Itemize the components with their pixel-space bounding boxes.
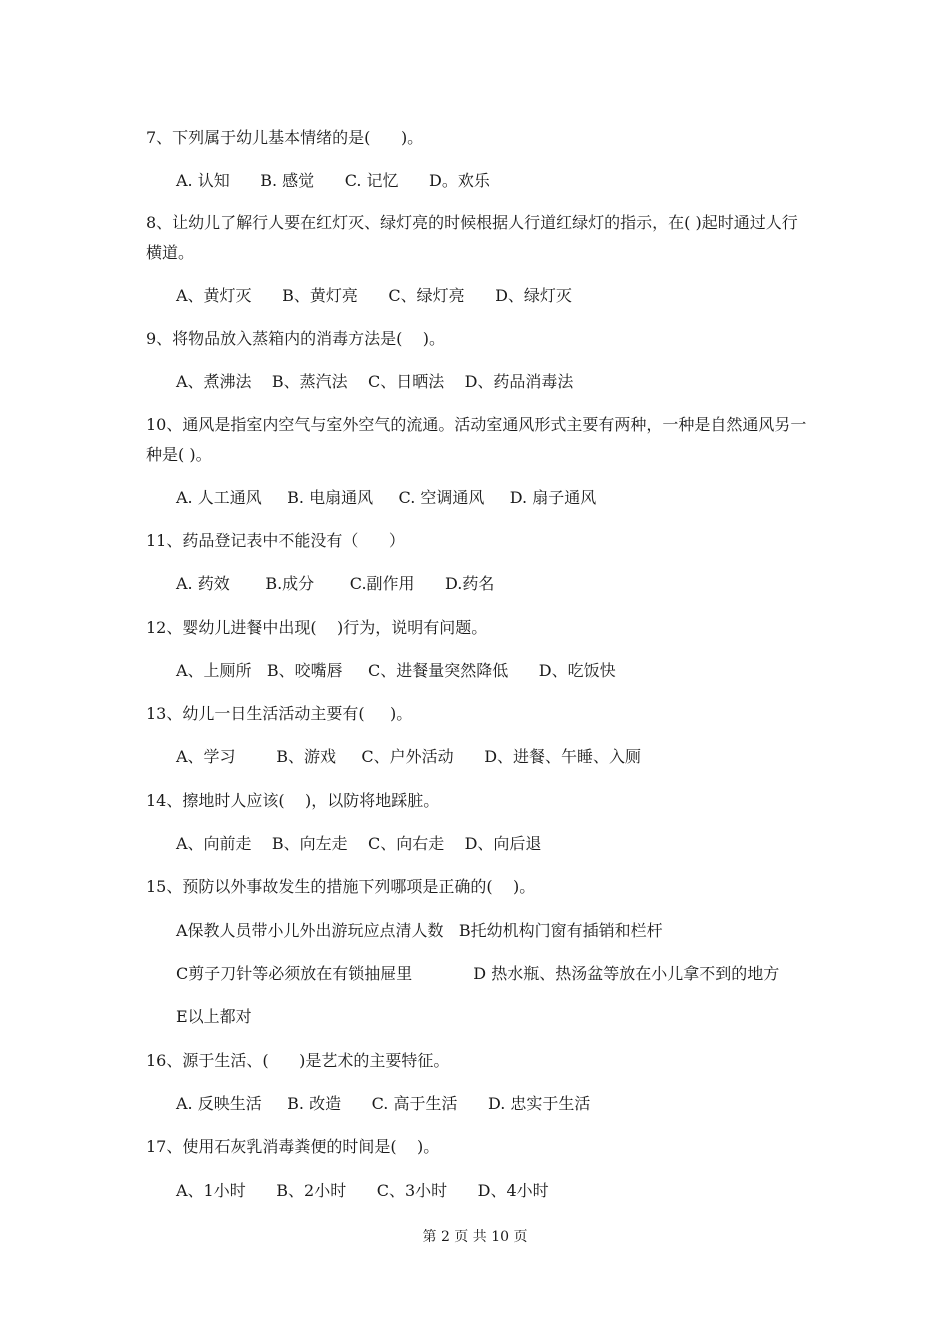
question-7: 7、下列属于幼儿基本情绪的是( )。 xyxy=(146,128,424,147)
question-15-option-e: E以上都对 xyxy=(176,1007,252,1026)
question-9-options: A、煮沸法 B、蒸汽法 C、日晒法 D、药品消毒法 xyxy=(176,372,574,391)
question-16: 16、源于生活、( )是艺术的主要特征。 xyxy=(146,1051,450,1070)
question-16-options: A. 反映生活 B. 改造 C. 高于生活 D. 忠实于生活 xyxy=(176,1094,591,1113)
question-13-options: A、学习 B、游戏 C、户外活动 D、进餐、午睡、入厕 xyxy=(176,747,642,766)
question-15-option-cd: C剪子刀针等必须放在有锁抽屉里 D 热水瓶、热汤盆等放在小儿拿不到的地方 xyxy=(176,964,780,983)
page-footer: 第 2 页 共 10 页 xyxy=(422,1229,528,1245)
question-12-options: A、上厕所 B、咬嘴唇 C、进餐量突然降低 D、吃饭快 xyxy=(176,661,616,680)
question-11: 11、药品登记表中不能没有（ ） xyxy=(146,531,405,550)
question-17: 17、使用石灰乳消毒粪便的时间是( )。 xyxy=(146,1137,440,1156)
question-10-options: A. 人工通风 B. 电扇通风 C. 空调通风 D. 扇子通风 xyxy=(176,488,597,507)
question-17-options: A、1小时 B、2小时 C、3小时 D、4小时 xyxy=(176,1181,549,1200)
question-9: 9、将物品放入蒸箱内的消毒方法是( )。 xyxy=(146,329,446,348)
question-7-options: A. 认知 B. 感觉 C. 记忆 D。欢乐 xyxy=(176,171,490,190)
question-13: 13、幼儿一日生活活动主要有( )。 xyxy=(146,704,413,723)
question-10: 10、通风是指室内空气与室外空气的流通。活动室通风形式主要有两种，一种是自然通风另一种是( )。 xyxy=(146,415,807,464)
question-8: 8、让幼儿了解行人要在红灯灭、绿灯亮的时候根据人行道红绿灯的指示，在( )起时通过人行横道。 xyxy=(146,213,798,262)
question-15-option-ab: A保教人员带小儿外出游玩应点清人数 B托幼机构门窗有插销和栏杆 xyxy=(176,921,663,940)
question-14: 14、擦地时人应该( )，以防将地踩脏。 xyxy=(146,791,440,810)
question-8-options: A、黄灯灭 B、黄灯亮 C、绿灯亮 D、绿灯灭 xyxy=(176,286,572,305)
question-11-options: A. 药效 B.成分 C.副作用 D.药名 xyxy=(176,574,495,593)
question-14-options: A、向前走 B、向左走 C、向右走 D、向后退 xyxy=(176,834,542,853)
question-12: 12、婴幼儿进餐中出现( )行为，说明有问题。 xyxy=(146,618,488,637)
question-15: 15、预防以外事故发生的措施下列哪项是正确的( )。 xyxy=(146,877,536,896)
